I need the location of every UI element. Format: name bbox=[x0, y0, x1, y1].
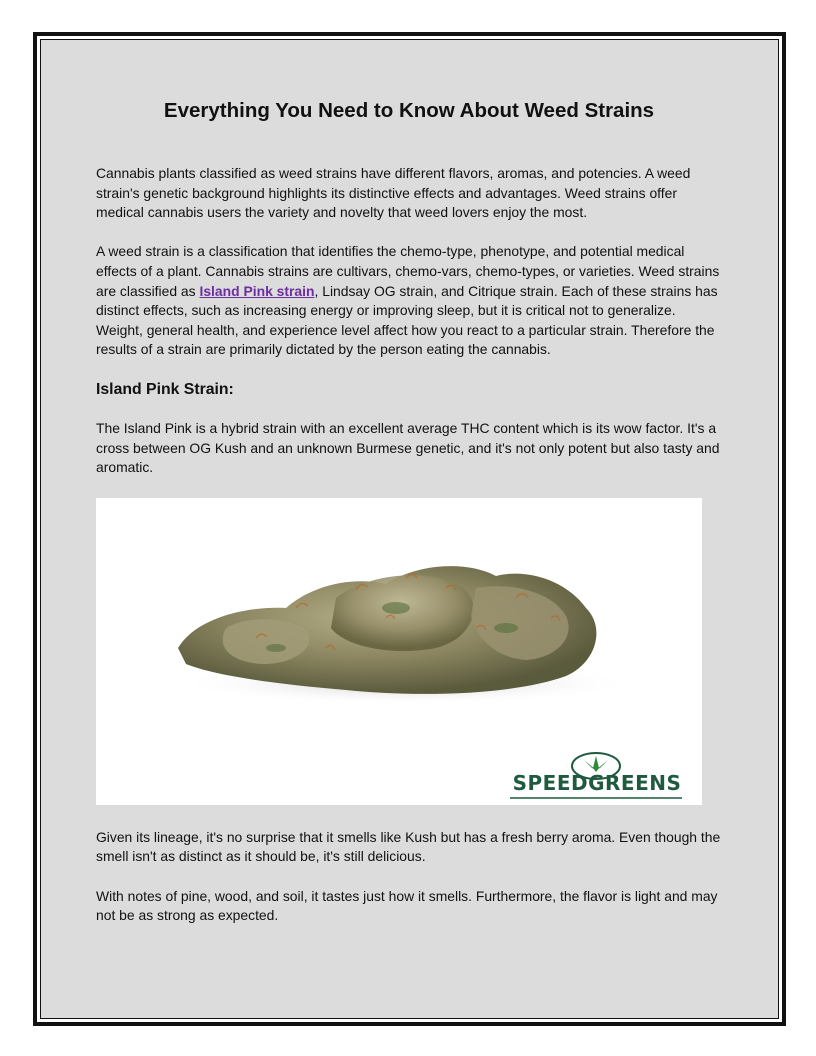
island-pink-paragraph: The Island Pink is a hybrid strain with an excellent average THC content which is its wow factor. It's a cross between OG Kush and an unknown Burmese genetic, and it's not only potent but also tasty and aromatic. bbox=[96, 419, 720, 476]
classification-paragraph bbox=[96, 242, 722, 360]
aroma-paragraph: Given its lineage, it's no surprise that it smells like Kush but has a fresh berry aroma. Even though the smell isn't as distinct as it should be, it's still delicious. bbox=[96, 828, 721, 865]
flavor-paragraph: With notes of pine, wood, and soil, it tastes just how it smells. Furthermore, the flavor is light and may not be as strong as expected. bbox=[96, 887, 718, 924]
cannabis-bud-photo bbox=[96, 498, 702, 805]
document-body bbox=[96, 96, 722, 926]
island-pink-strain-link[interactable]: Island Pink strain bbox=[199, 282, 315, 299]
intro-paragraph: Cannabis plants classified as weed strains have different flavors, aromas, and potencies. A weed strain's genetic background highlights its distinctive effects and advantages. Weed strains offer medical cannabis users the variety and novelty that weed lovers enjoy the most. bbox=[96, 165, 691, 221]
classification-text-end: , Lindsay OG strain, and Citrique strain. Each of these strains has distinct effects, such as increasing energy or improving sleep, but it is critical not to generalize. Weight, general health, and experience level affect how you react to a particular strain. Therefore the results of a strain are primarily dictated by the person eating the cannabis. bbox=[96, 282, 718, 358]
section-heading: Island Pink Strain: bbox=[96, 380, 234, 398]
speedgreens-logo-text: SPEEDGREENS bbox=[512, 770, 682, 795]
classification-text-start: A weed strain is a classification that identifies the chemo-type, phenotype, and potential medical effects of a plant. Cannabis strains are cultivars, chemo-vars, chemo-types, or varieties. Weed strains are classified as bbox=[96, 243, 720, 299]
speedgreens-logo bbox=[508, 748, 686, 800]
page-title: Everything You Need to Know About Weed Strains bbox=[163, 99, 655, 122]
